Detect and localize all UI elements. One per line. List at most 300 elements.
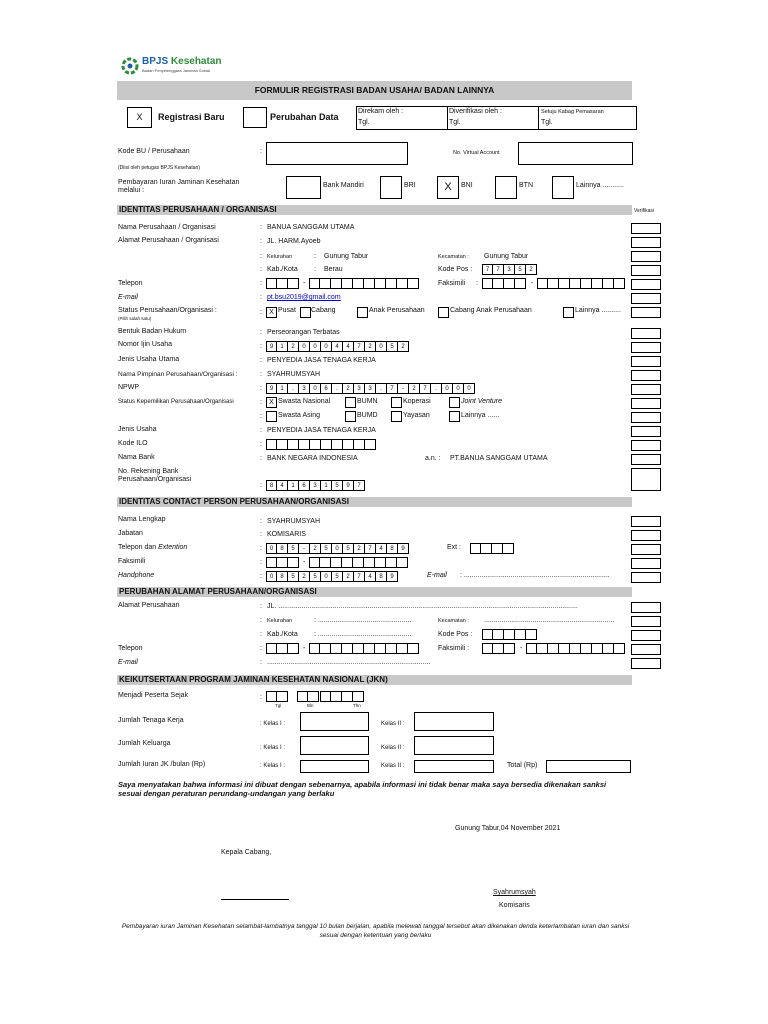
digit-cell[interactable]: 1 (288, 480, 299, 491)
digit-cell[interactable] (386, 557, 397, 568)
swasta-asing-checkbox[interactable] (266, 411, 277, 422)
cp-ext-cells[interactable] (470, 543, 514, 554)
digit-cell[interactable]: 2 (526, 264, 537, 275)
digit-cell[interactable] (504, 629, 515, 640)
kode-pos-cells[interactable] (482, 264, 537, 275)
iuran-kelas2-label: Kelas II : (381, 763, 405, 769)
digit-cell[interactable] (320, 557, 331, 568)
digit-cell[interactable]: 5 (310, 571, 321, 582)
digit-cell[interactable]: 5 (288, 543, 299, 554)
digit-cell[interactable] (353, 557, 364, 568)
rekening-label: No. Rekening Bank (118, 468, 179, 475)
status-lainnya-label: Lainnya .......... (575, 307, 621, 314)
yayasan-checkbox[interactable] (391, 411, 402, 422)
digit-cell[interactable] (288, 643, 299, 654)
koperasi-checkbox[interactable] (391, 397, 402, 408)
digit-cell[interactable] (365, 439, 376, 450)
digit-cell[interactable] (408, 643, 419, 654)
digit-cell[interactable] (482, 629, 493, 640)
digit-cell[interactable] (386, 643, 397, 654)
digit-cell[interactable] (342, 557, 353, 568)
kel-kelas2-input[interactable] (414, 736, 494, 755)
digit-cell[interactable]: 7 (365, 543, 376, 554)
jenis-usaha-label: Jenis Usaha (118, 426, 157, 433)
digit-cell[interactable]: 7 (482, 264, 493, 275)
digit-cell[interactable]: 0 (332, 543, 343, 554)
total-input[interactable] (546, 760, 631, 773)
digit-cell[interactable] (559, 278, 570, 289)
verif-alamat[interactable] (631, 237, 661, 248)
digit-cell[interactable] (342, 691, 353, 702)
dash: - (520, 645, 523, 652)
digit-cell[interactable] (354, 439, 365, 450)
digit-cell[interactable]: 2 (299, 571, 310, 582)
digit-cell[interactable]: 2 (310, 543, 321, 554)
direkam-tgl: Tgl. (358, 119, 370, 126)
cabang-anak-label: Cabang Anak Perusahaan (450, 307, 532, 314)
footer-note: Pembayaran iuran Jaminan Kesehatan selambat-lambatnya tanggal 10 bulan berjalan, apabila melewati tanggal tersebut akan dikenakan denda keterlambatan iuran dan sanksi sesuai dengan ketentuan yang berlaku (121, 923, 630, 939)
colon: : (260, 617, 262, 624)
digit-cell[interactable] (320, 278, 331, 289)
cp-telepon-cells[interactable] (266, 543, 409, 554)
pa-email-label: E-mail (118, 659, 138, 666)
verif-pa-kab[interactable] (631, 630, 661, 641)
digit-cell[interactable]: 0 (321, 571, 332, 582)
thn-caption: Thn (353, 703, 361, 708)
signer-title: Komisaris (499, 902, 530, 909)
digit-cell[interactable] (353, 691, 364, 702)
kel-kelas2-label: Kelas II : (381, 745, 405, 751)
izin-usaha-label: Nomor Ijin Usaha (118, 341, 173, 348)
digit-cell[interactable]: 0 (299, 341, 310, 352)
bank-mandiri-checkbox[interactable] (286, 176, 321, 199)
digit-cell[interactable]: 5 (387, 341, 398, 352)
digit-cell[interactable] (331, 278, 342, 289)
digit-cell[interactable] (320, 643, 331, 654)
digit-cell[interactable]: 2 (398, 341, 409, 352)
peserta-bln-cells[interactable] (297, 691, 319, 702)
pa-faksimili-label: Faksimili : (438, 645, 470, 652)
bumn-label: BUMN (357, 398, 378, 405)
digit-cell[interactable] (386, 278, 397, 289)
verif-nama[interactable] (631, 223, 661, 234)
pa-telepon-cells[interactable] (309, 643, 419, 654)
bpjs-logo-icon (121, 57, 139, 75)
digit-cell[interactable]: 0 (442, 383, 453, 394)
digit-cell[interactable]: 0 (310, 383, 321, 394)
digit-cell[interactable]: 1 (277, 341, 288, 352)
digit-cell[interactable]: 3 (299, 383, 310, 394)
digit-cell[interactable]: 3 (504, 264, 515, 275)
digit-cell[interactable]: 9 (387, 571, 398, 582)
digit-cell[interactable] (603, 643, 614, 654)
status-cabang-anak-checkbox[interactable] (438, 307, 449, 318)
faksimili-cells[interactable] (537, 278, 625, 289)
digit-cell[interactable] (343, 439, 354, 450)
colon: : (314, 253, 316, 260)
bri-label: BRI (404, 182, 416, 189)
digit-cell[interactable]: 9 (266, 341, 277, 352)
kode-ilo-label: Kode ILO (118, 440, 148, 447)
status-cabang-checkbox[interactable] (300, 307, 311, 318)
digit-cell[interactable] (470, 543, 481, 554)
digit-cell[interactable]: 3 (365, 383, 376, 394)
kode-ilo-cells[interactable] (266, 439, 376, 450)
atas-nama-value: PT.BANUA SANGGAM UTAMA (450, 455, 548, 462)
verif-pa-kel[interactable] (631, 616, 661, 627)
digit-cell[interactable]: . (431, 383, 442, 394)
digit-cell[interactable]: 3 (354, 383, 365, 394)
digit-cell[interactable]: 7 (387, 383, 398, 394)
digit-cell[interactable] (592, 278, 603, 289)
peserta-thn-cells[interactable] (320, 691, 364, 702)
digit-cell[interactable]: 9 (398, 543, 409, 554)
joint-venture-checkbox[interactable] (449, 397, 460, 408)
digit-cell[interactable] (493, 629, 504, 640)
kel-kelas1-label (260, 745, 285, 751)
digit-cell[interactable]: 1 (321, 480, 332, 491)
tk-kelas2-input[interactable] (414, 712, 494, 731)
digit-cell[interactable] (266, 691, 277, 702)
digit-cell[interactable] (353, 643, 364, 654)
digit-cell[interactable]: . (332, 383, 343, 394)
digit-cell[interactable] (342, 278, 353, 289)
bni-checkbox[interactable]: X (437, 176, 459, 199)
digit-cell[interactable]: 7 (354, 341, 365, 352)
digit-cell[interactable]: 0 (266, 543, 277, 554)
digit-cell[interactable] (537, 278, 548, 289)
colon: : (260, 518, 262, 525)
bpjs-logo (121, 56, 231, 76)
digit-cell[interactable]: 8 (277, 571, 288, 582)
digit-cell[interactable]: 9 (343, 480, 354, 491)
digit-cell[interactable] (581, 643, 592, 654)
digit-cell[interactable] (481, 543, 492, 554)
digit-cell[interactable] (364, 643, 375, 654)
bumn-checkbox[interactable] (345, 397, 356, 408)
digit-cell[interactable] (308, 691, 319, 702)
digit-cell[interactable]: 4 (332, 341, 343, 352)
colon: : (260, 224, 262, 231)
digit-cell[interactable] (277, 643, 288, 654)
digit-cell[interactable]: 6 (299, 480, 310, 491)
digit-cell[interactable] (375, 278, 386, 289)
iuran-kelas2-input[interactable] (414, 760, 494, 773)
digit-cell[interactable] (504, 278, 515, 289)
digit-cell[interactable]: 5 (332, 480, 343, 491)
digit-cell[interactable] (408, 278, 419, 289)
pa-fax-area-cells[interactable] (482, 643, 515, 654)
jenis-usaha-utama-value: PENYEDIA JASA TENAGA KERJA (267, 357, 376, 364)
lainnya-bank-checkbox[interactable] (552, 176, 574, 199)
colon: : (260, 559, 262, 566)
digit-cell[interactable] (309, 643, 320, 654)
digit-cell[interactable]: 5 (321, 543, 332, 554)
digit-cell[interactable]: 2 (365, 341, 376, 352)
colon: : (260, 385, 262, 392)
verif-pimpinan[interactable] (631, 370, 661, 381)
peserta-tgl-cells[interactable] (266, 691, 288, 702)
bni-label: BNI (461, 182, 473, 189)
digit-cell[interactable] (526, 629, 537, 640)
digit-cell[interactable] (331, 643, 342, 654)
total-label: Total (Rp) (507, 762, 538, 769)
digit-cell[interactable] (299, 439, 310, 450)
verif-cp-fax[interactable] (631, 558, 661, 569)
rekening-cells[interactable] (266, 480, 365, 491)
digit-cell[interactable] (548, 278, 559, 289)
digit-cell[interactable]: 4 (376, 543, 387, 554)
digit-cell[interactable] (493, 643, 504, 654)
swasta-nasional-label: Swasta Nasional (278, 398, 331, 405)
digit-cell[interactable]: 0 (376, 341, 387, 352)
digit-cell[interactable] (310, 439, 321, 450)
status-anak-checkbox[interactable] (357, 307, 368, 318)
verif-npwp[interactable] (631, 384, 661, 395)
digit-cell[interactable] (288, 557, 299, 568)
npwp-cells[interactable] (266, 383, 475, 394)
bumd-checkbox[interactable] (345, 411, 356, 422)
pa-kecamatan-value: ................................................................... (484, 617, 615, 624)
digit-cell[interactable] (375, 643, 386, 654)
digit-cell[interactable]: 9 (266, 383, 277, 394)
digit-cell[interactable] (309, 278, 320, 289)
iuran-kelas1-input[interactable] (300, 760, 369, 773)
pimpinan-value: SYAHRUMSYAH (267, 371, 321, 378)
cp-telepon-label-text: Telepon dan (118, 544, 159, 551)
digit-cell[interactable] (277, 557, 288, 568)
digit-cell[interactable] (559, 643, 570, 654)
nama-perusahaan-value: BANUA SANGGAM UTAMA (267, 224, 355, 231)
pa-fax-cells[interactable] (526, 643, 625, 654)
digit-cell[interactable] (364, 557, 375, 568)
verif-cp-nama[interactable] (631, 516, 661, 527)
tk-kelas1-input[interactable] (300, 712, 369, 731)
digit-cell[interactable]: 2 (288, 341, 299, 352)
digit-cell[interactable] (277, 439, 288, 450)
tgl-caption: Tgl (275, 703, 282, 708)
signer-name: Syahrumsyah (493, 889, 536, 896)
status-sub: (Pilih salah satu) (118, 316, 152, 321)
kode-bu-colon: : (260, 148, 262, 155)
digit-cell[interactable]: 0 (453, 383, 464, 394)
verif-pa-telepon[interactable] (631, 644, 661, 655)
verif-cp-telepon[interactable] (631, 544, 661, 555)
digit-cell[interactable]: 2 (354, 543, 365, 554)
pa-telepon-area-cells[interactable] (266, 643, 299, 654)
verif-pa-alamat[interactable] (631, 602, 661, 613)
digit-cell[interactable]: 2 (409, 383, 420, 394)
digit-cell[interactable]: 5 (515, 264, 526, 275)
colon: : (260, 253, 262, 260)
digit-cell[interactable]: 4 (365, 571, 376, 582)
verif-cp-hp[interactable] (631, 572, 661, 583)
bumd-label: BUMD (357, 412, 378, 419)
digit-cell[interactable] (548, 643, 559, 654)
pembayaran-label-2: melalui : (118, 187, 145, 194)
digit-cell[interactable]: . (376, 383, 387, 394)
digit-cell[interactable]: 5 (332, 571, 343, 582)
digit-cell[interactable] (266, 439, 277, 450)
telepon-label: Telepon (118, 280, 143, 287)
digit-cell[interactable] (320, 691, 331, 702)
swasta-nasional-checkbox[interactable]: X (266, 397, 277, 408)
section-contact-person: IDENTITAS CONTACT PERSON PERUSAHAAN/ORGANISASI (117, 497, 632, 507)
pa-kecamatan-label: Kecamatan : (438, 618, 469, 624)
registrasi-baru-checkbox[interactable]: X (127, 107, 152, 128)
digit-cell[interactable] (297, 691, 308, 702)
digit-cell[interactable]: 8 (266, 480, 277, 491)
digit-cell[interactable]: . (288, 383, 299, 394)
digit-cell[interactable] (364, 278, 375, 289)
digit-cell[interactable] (482, 278, 493, 289)
digit-cell[interactable]: - (398, 383, 409, 394)
digit-cell[interactable] (342, 643, 353, 654)
cp-fax-cells[interactable] (309, 557, 408, 568)
colon: : (260, 280, 262, 287)
digit-cell[interactable] (288, 278, 299, 289)
verif-badan[interactable] (631, 328, 661, 339)
cp-handphone-cells[interactable] (266, 571, 398, 582)
jenis-usaha-value: PENYEDIA JASA TENAGA KERJA (267, 427, 376, 434)
verif-telepon[interactable] (631, 279, 661, 290)
verif-rekening[interactable] (631, 468, 661, 491)
digit-cell[interactable] (288, 439, 299, 450)
digit-cell[interactable] (581, 278, 592, 289)
perubahan-data-checkbox[interactable] (243, 107, 267, 128)
verif-bank[interactable] (631, 454, 661, 465)
btn-checkbox[interactable] (495, 176, 517, 199)
colon: : (314, 266, 316, 273)
digit-cell[interactable]: 7 (354, 571, 365, 582)
digit-cell[interactable]: - (299, 543, 310, 554)
kel-kelas1-input[interactable] (300, 736, 369, 755)
swasta-asing-label: Swasta Asing (278, 412, 321, 419)
digit-cell[interactable]: 0 (310, 341, 321, 352)
digit-cell[interactable]: 5 (288, 571, 299, 582)
digit-cell[interactable] (397, 643, 408, 654)
verif-kelurahan[interactable] (631, 251, 661, 262)
digit-cell[interactable] (504, 643, 515, 654)
digit-cell[interactable]: 4 (343, 341, 354, 352)
verif-email[interactable] (631, 293, 661, 304)
digit-cell[interactable]: 8 (277, 543, 288, 554)
digit-cell[interactable]: 0 (321, 341, 332, 352)
digit-cell[interactable] (397, 557, 408, 568)
digit-cell[interactable] (309, 557, 320, 568)
verif-milik[interactable] (631, 398, 661, 409)
virtual-account-input[interactable] (518, 142, 633, 165)
digit-cell[interactable] (537, 643, 548, 654)
digit-cell[interactable] (526, 643, 537, 654)
digit-cell[interactable]: 0 (464, 383, 475, 394)
setuju-kabag: Setuju Kabag Pemasaran (541, 109, 604, 115)
digit-cell[interactable] (375, 557, 386, 568)
telepon-area-cells[interactable] (266, 278, 299, 289)
digit-cell[interactable] (332, 439, 343, 450)
faksimili-area-cells[interactable] (482, 278, 526, 289)
digit-cell[interactable]: 3 (310, 480, 321, 491)
perubahan-data-label: Perubahan Data (270, 112, 339, 122)
digit-cell[interactable] (482, 643, 493, 654)
place-date: Gunung Tabur,04 November 2021 (455, 825, 561, 832)
digit-cell[interactable] (353, 278, 364, 289)
verif-milik-2[interactable] (631, 412, 661, 423)
jumlah-iuran-label: Jumlah Iuran JK /bulan (Rp) (118, 761, 206, 768)
verif-status[interactable] (631, 307, 661, 318)
digit-cell[interactable] (277, 278, 288, 289)
digit-cell[interactable]: 6 (321, 383, 332, 394)
izin-usaha-cells[interactable] (266, 341, 409, 352)
kode-bu-input[interactable] (266, 142, 408, 165)
bri-checkbox[interactable] (380, 176, 402, 199)
verif-pa-email[interactable] (631, 658, 661, 669)
digit-cell[interactable] (570, 278, 581, 289)
digit-cell[interactable]: 8 (376, 571, 387, 582)
lainnya-milik-checkbox[interactable] (449, 411, 460, 422)
digit-cell[interactable] (266, 278, 277, 289)
digit-cell[interactable]: 7 (354, 480, 365, 491)
telepon-cells[interactable] (309, 278, 419, 289)
digit-cell[interactable] (592, 643, 603, 654)
digit-cell[interactable] (493, 278, 504, 289)
digit-cell[interactable] (321, 439, 332, 450)
digit-cell[interactable]: 1 (277, 383, 288, 394)
kepemilikan-label: Status Kepemilikan Perusahaan/Organisasi (118, 399, 234, 405)
digit-cell[interactable] (397, 278, 408, 289)
digit-cell[interactable]: 2 (343, 571, 354, 582)
digit-cell[interactable]: 2 (343, 383, 354, 394)
colon: : (260, 573, 262, 580)
verif-izin[interactable] (631, 342, 661, 353)
digit-cell[interactable] (515, 629, 526, 640)
digit-cell[interactable] (266, 557, 277, 568)
digit-cell[interactable] (331, 691, 342, 702)
digit-cell[interactable]: 8 (387, 543, 398, 554)
digit-cell[interactable] (492, 543, 503, 554)
verif-kab[interactable] (631, 265, 661, 276)
status-lainnya-checkbox[interactable] (563, 307, 574, 318)
joint-venture-label: Joint Venture (461, 398, 502, 405)
digit-cell[interactable]: 7 (420, 383, 431, 394)
digit-cell[interactable] (614, 643, 625, 654)
verif-ilo[interactable] (631, 440, 661, 451)
verif-jenis-2[interactable] (631, 426, 661, 437)
cp-fax-area-cells[interactable] (266, 557, 299, 568)
cp-faksimili-label: Faksimili (118, 558, 146, 565)
digit-cell[interactable] (570, 643, 581, 654)
digit-cell[interactable]: 7 (493, 264, 504, 275)
digit-cell[interactable] (331, 557, 342, 568)
verif-cp-jabatan[interactable] (631, 530, 661, 541)
verif-jenis[interactable] (631, 356, 661, 367)
digit-cell[interactable]: 4 (277, 480, 288, 491)
digit-cell[interactable]: 0 (266, 571, 277, 582)
email-label: E-mail (118, 294, 138, 301)
digit-cell[interactable] (277, 691, 288, 702)
pa-kode-pos-cells[interactable] (482, 629, 537, 640)
digit-cell[interactable] (266, 643, 277, 654)
email-value[interactable]: pt.bsu2019@gmail.com (267, 294, 341, 301)
status-pusat-checkbox[interactable]: X (266, 307, 277, 318)
digit-cell[interactable] (503, 543, 514, 554)
digit-cell[interactable] (614, 278, 625, 289)
pa-kelurahan-value: : ................................................ (314, 617, 412, 624)
digit-cell[interactable] (603, 278, 614, 289)
tk-kelas2-label: Kelas II : (381, 721, 405, 727)
digit-cell[interactable] (515, 278, 526, 289)
digit-cell[interactable]: 5 (343, 543, 354, 554)
